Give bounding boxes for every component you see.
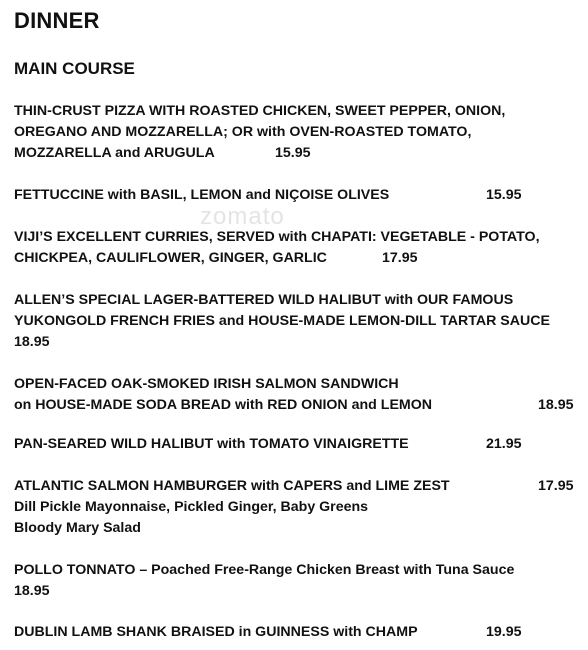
menu-item-price: 17.95 [382,250,418,266]
menu-item-description: on HOUSE-MADE SODA BREAD with RED ONION and LEMON [14,397,433,413]
section-heading: MAIN COURSE [14,59,135,78]
menu-item-description: VIJI’S EXCELLENT CURRIES, SERVED with CHAPATI: VEGETABLE - POTATO, [14,229,540,245]
menu-item-description: Dill Pickle Mayonnaise, Pickled Ginger, Baby Greens [14,499,369,515]
menu-item-description: OPEN-FACED OAK-SMOKED IRISH SALMON SANDWICH [14,376,399,392]
menu-item-price: 18.95 [538,397,574,413]
menu-item-description: POLLO TONNATO – Poached Free-Range Chicken Breast with Tuna Sauce [14,562,515,578]
menu-item-description: MOZZARELLA and ARUGULA [14,145,215,161]
menu-item-price: 21.95 [486,436,522,452]
menu-item-description: OREGANO AND MOZZARELLA; OR with OVEN-ROASTED TOMATO, [14,124,472,140]
menu-item-description: FETTUCCINE with BASIL, LEMON and NIÇOISE OLIVES [14,187,390,203]
menu-item-description: CHICKPEA, CAULIFLOWER, GINGER, GARLIC [14,250,327,266]
menu-item-description: THIN-CRUST PIZZA WITH ROASTED CHICKEN, SWEET PEPPER, ONION, [14,103,506,119]
menu-item-description: YUKONGOLD FRENCH FRIES and HOUSE-MADE LEMON-DILL TARTAR SAUCE [14,313,550,329]
menu-item-description: PAN-SEARED WILD HALIBUT with TOMATO VINAIGRETTE [14,436,409,452]
menu-item-description: DUBLIN LAMB SHANK BRAISED in GUINNESS with CHAMP [14,624,418,640]
menu-item-price: 15.95 [486,187,522,203]
menu-item-description: Bloody Mary Salad [14,520,141,536]
menu-item-price: 18.95 [14,583,50,599]
menu-item-price: 19.95 [486,624,522,640]
menu-title: DINNER [14,8,100,33]
menu-item-description: ALLEN’S SPECIAL LAGER-BATTERED WILD HALIBUT with OUR FAMOUS [14,292,514,308]
watermark: zomato [200,203,285,230]
menu-item-price: 18.95 [14,334,50,350]
menu-item-price: 17.95 [538,478,574,494]
menu-item-price: 15.95 [275,145,311,161]
menu-item-description: ATLANTIC SALMON HAMBURGER with CAPERS and LIME ZEST [14,478,450,494]
